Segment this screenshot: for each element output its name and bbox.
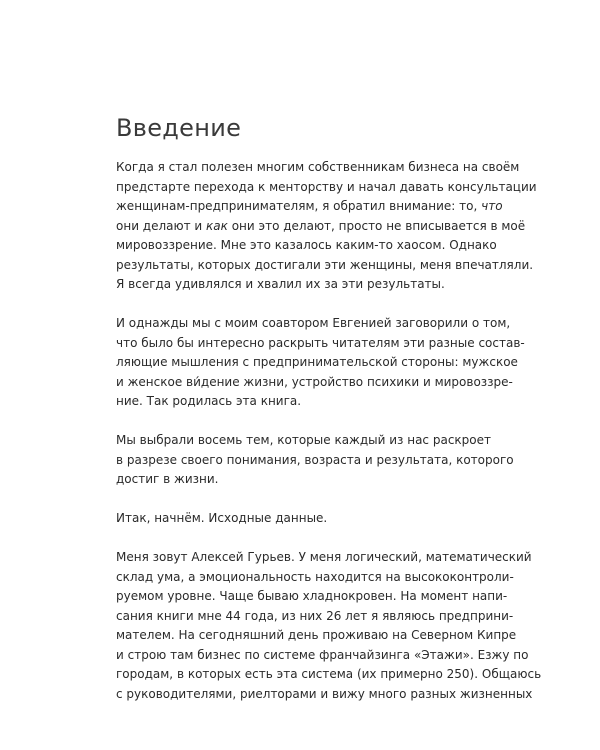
text-line: Меня зовут Алексей Гурьев. У меня логический, математический bbox=[116, 550, 532, 564]
text-line: склад ума, а эмоциональность находится на высококонтроли- bbox=[116, 569, 514, 584]
text-line: И однажды мы с моим соавтором Евгенией заговорили о том, bbox=[116, 316, 511, 330]
text-line: городам, в которых есть эта система (их примерно 250). Общаюсь bbox=[116, 667, 542, 681]
paragraph-4 bbox=[116, 509, 488, 529]
text-line: руемом уровне. Чаще бываю хладнокровен. На момент напи- bbox=[116, 589, 508, 603]
text-line: женщинам-предпринимателям, я обратил внимание: то, что bbox=[116, 199, 503, 213]
text-line: Я всегда удивлялся и хвалил их за эти результаты. bbox=[116, 277, 445, 291]
text-line: и женское ви́дение жизни, устройство психики и мировоззре- bbox=[116, 374, 513, 389]
paragraph-2 bbox=[116, 314, 525, 412]
text-line: предстарте перехода к менторству и начал давать консультации bbox=[116, 179, 537, 194]
text-line: в разрезе своего понимания, возраста и результата, которого bbox=[116, 452, 514, 467]
emphasis-text: что bbox=[481, 199, 503, 213]
chapter-title: Введение bbox=[116, 114, 242, 142]
paragraph-1 bbox=[116, 158, 537, 295]
text-line: и строю там бизнес по системе франчайзинга «Этажи». Езжу по bbox=[116, 647, 529, 662]
paragraph-3 bbox=[116, 431, 514, 490]
emphasis-text: как bbox=[206, 218, 228, 233]
text-line: Когда я стал полезен многим собственникам бизнеса на своём bbox=[116, 160, 520, 174]
text-line: ние. Так родилась эта книга. bbox=[116, 394, 302, 408]
text-line: сания книги мне 44 года, из них 26 лет я являюсь предприни- bbox=[116, 608, 514, 623]
text-line: ляющие мышления с предпринимательской стороны: мужское bbox=[116, 355, 518, 369]
text-line: что было бы интересно раскрыть читателям эти разные состав- bbox=[116, 335, 525, 350]
text-line: мателем. На сегодняшний день проживаю на Северном Кипре bbox=[116, 628, 517, 642]
text-line: Итак, начнём. Исходные данные. bbox=[116, 511, 328, 525]
chapter-body bbox=[116, 158, 542, 724]
text-line: они делают и как они это делают, просто не вписывается в моё bbox=[116, 218, 526, 233]
text-line: Мы выбрали восемь тем, которые каждый из нас раскроет bbox=[116, 433, 491, 447]
paragraph-5 bbox=[116, 548, 542, 704]
text-line: достиг в жизни. bbox=[116, 472, 219, 486]
text-line: результаты, которых достигали эти женщины, меня впечатляли. bbox=[116, 257, 534, 272]
text-line: с руководителями, риелторами и вижу много разных жизненных bbox=[116, 686, 533, 701]
text-line: мировоззрение. Мне это казалось каким-то хаосом. Однако bbox=[116, 238, 497, 252]
